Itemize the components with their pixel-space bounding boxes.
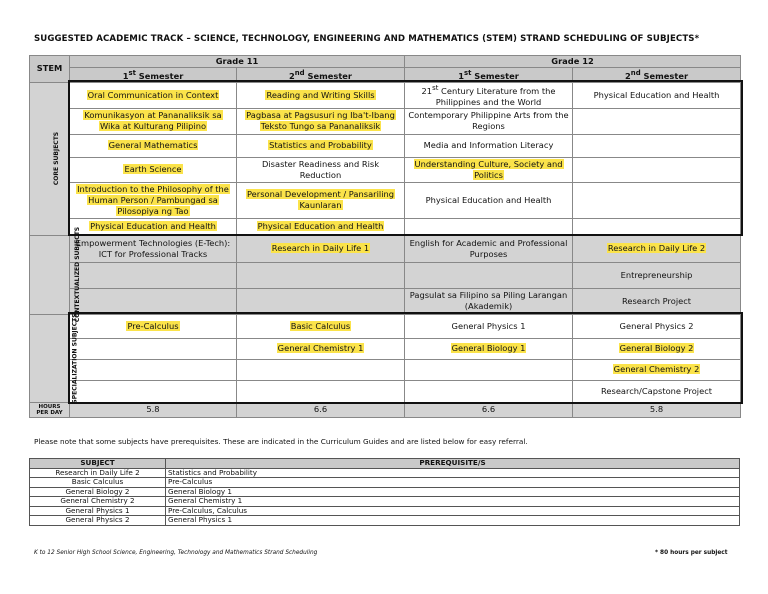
- specialization-subjects-label: SPECIALIZATION SUBJECTS: [30, 314, 70, 402]
- core-cell: Physical Education and Health: [573, 82, 741, 108]
- contextualized-cell: Research in Daily Life 1: [237, 235, 405, 262]
- specialization-cell: Research/Capstone Project: [573, 380, 741, 402]
- core-cell-empty: [573, 108, 741, 134]
- specialization-cell-empty: [405, 359, 573, 380]
- core-cell-empty: [573, 182, 741, 218]
- core-cell: Physical Education and Health: [237, 218, 405, 235]
- contextualized-cell: English for Academic and Professional Purposes: [405, 235, 573, 262]
- core-cell: Pagbasa at Pagsusuri ng Iba't-Ibang Teksto Tungo sa Pananaliksik: [237, 108, 405, 134]
- core-cell: Personal Development / Pansariling Kaunlaran: [237, 182, 405, 218]
- contextualized-cell: Entrepreneurship: [573, 262, 741, 288]
- specialization-cell-empty: [237, 380, 405, 402]
- table-row: Basic Calculus Pre-Calculus: [30, 478, 740, 488]
- core-cell: General Mathematics: [70, 134, 237, 157]
- hours-value: 5.8: [70, 402, 237, 417]
- grade11-header: Grade 11: [70, 56, 405, 68]
- core-cell: Reading and Writing Skills: [237, 82, 405, 108]
- specialization-cell: General Biology 1: [405, 338, 573, 359]
- specialization-cell: Basic Calculus: [237, 314, 405, 338]
- core-cell: 21st Century Literature from the Philippines and the World: [405, 82, 573, 108]
- core-cell-empty: [573, 218, 741, 235]
- specialization-cell: General Chemistry 1: [237, 338, 405, 359]
- prereq-header: PREREQUISITE/S: [166, 459, 740, 469]
- g12-sem1-header: 1st Semester: [405, 68, 573, 83]
- contextualized-cell-empty: [405, 262, 573, 288]
- core-cell: Contemporary Philippine Arts from the Regions: [405, 108, 573, 134]
- contextualized-cell: Empowerment Technologies (E-Tech): ICT for Professional Tracks: [70, 235, 237, 262]
- table-row: General Physics 1 Pre-Calculus, Calculus: [30, 506, 740, 516]
- core-cell: Earth Science: [70, 157, 237, 182]
- hours-value: 6.6: [237, 402, 405, 417]
- footer-left: K to 12 Senior High School Science, Engineering, Technology and Mathematics Strand Scheduling: [34, 550, 318, 556]
- specialization-cell: General Physics 1: [405, 314, 573, 338]
- specialization-cell-empty: [70, 380, 237, 402]
- hours-value: 5.8: [573, 402, 741, 417]
- footer-right: * 80 hours per subject: [655, 550, 728, 556]
- contextualized-cell-empty: [237, 288, 405, 314]
- specialization-cell-empty: [70, 359, 237, 380]
- g12-sem2-header: 2nd Semester: [573, 68, 741, 83]
- contextualized-cell-empty: [70, 262, 237, 288]
- contextualized-cell-empty: [237, 262, 405, 288]
- specialization-cell: Pre-Calculus: [70, 314, 237, 338]
- g11-sem2-header: 2nd Semester: [237, 68, 405, 83]
- contextualized-cell: Research in Daily Life 2: [573, 235, 741, 262]
- core-cell: Media and Information Literacy: [405, 134, 573, 157]
- table-row: General Biology 2 General Biology 1: [30, 487, 740, 497]
- core-cell-empty: [573, 157, 741, 182]
- specialization-cell: General Biology 2: [573, 338, 741, 359]
- stem-header: STEM: [30, 56, 70, 83]
- core-cell: Introduction to the Philosophy of the Human Person / Pambungad sa Pilosopiya ng Tao: [70, 182, 237, 218]
- prerequisite-note: Please note that some subjects have prerequisites. These are indicated in the Curriculum Guides and are listed below for easy referral.: [34, 437, 528, 446]
- core-cell: Understanding Culture, Society and Politics: [405, 157, 573, 182]
- table-row: Research in Daily Life 2 Statistics and Probability: [30, 468, 740, 478]
- contextualized-cell-empty: [70, 288, 237, 314]
- schedule-table: [29, 55, 741, 418]
- specialization-cell-empty: [237, 359, 405, 380]
- contextualized-subjects-label: CONTEXTUALIZED SUBJECTS: [30, 235, 70, 314]
- core-cell: Physical Education and Health: [70, 218, 237, 235]
- specialization-cell-empty: [70, 338, 237, 359]
- core-cell: Komunikasyon at Pananaliksik sa Wika at Kulturang Pilipino: [70, 108, 237, 134]
- core-cell-empty: [573, 134, 741, 157]
- grade12-header: Grade 12: [405, 56, 741, 68]
- prereq-subject-header: SUBJECT: [30, 459, 166, 469]
- core-cell: Oral Communication in Context: [70, 82, 237, 108]
- core-cell: Statistics and Probability: [237, 134, 405, 157]
- g11-sem1-header: 1st Semester: [70, 68, 237, 83]
- core-subjects-label: CORE SUBJECTS: [30, 82, 70, 235]
- specialization-cell: General Chemistry 2: [573, 359, 741, 380]
- core-cell: Physical Education and Health: [405, 182, 573, 218]
- specialization-cell: General Physics 2: [573, 314, 741, 338]
- core-cell: Disaster Readiness and Risk Reduction: [237, 157, 405, 182]
- hours-value: 6.6: [405, 402, 573, 417]
- table-row: General Physics 2 General Physics 1: [30, 516, 740, 526]
- core-cell-empty: [405, 218, 573, 235]
- table-row: General Chemistry 2 General Chemistry 1: [30, 497, 740, 507]
- specialization-cell-empty: [405, 380, 573, 402]
- hours-per-day-label: HOURS PER DAY: [30, 402, 70, 417]
- contextualized-cell: Pagsulat sa Filipino sa Piling Larangan (Akademik): [405, 288, 573, 314]
- prerequisite-table: [29, 458, 740, 526]
- contextualized-cell: Research Project: [573, 288, 741, 314]
- page-title: SUGGESTED ACADEMIC TRACK – SCIENCE, TECHNOLOGY, ENGINEERING AND MATHEMATICS (STEM) STRAND SCHEDULING OF SUBJECTS*: [34, 34, 700, 44]
